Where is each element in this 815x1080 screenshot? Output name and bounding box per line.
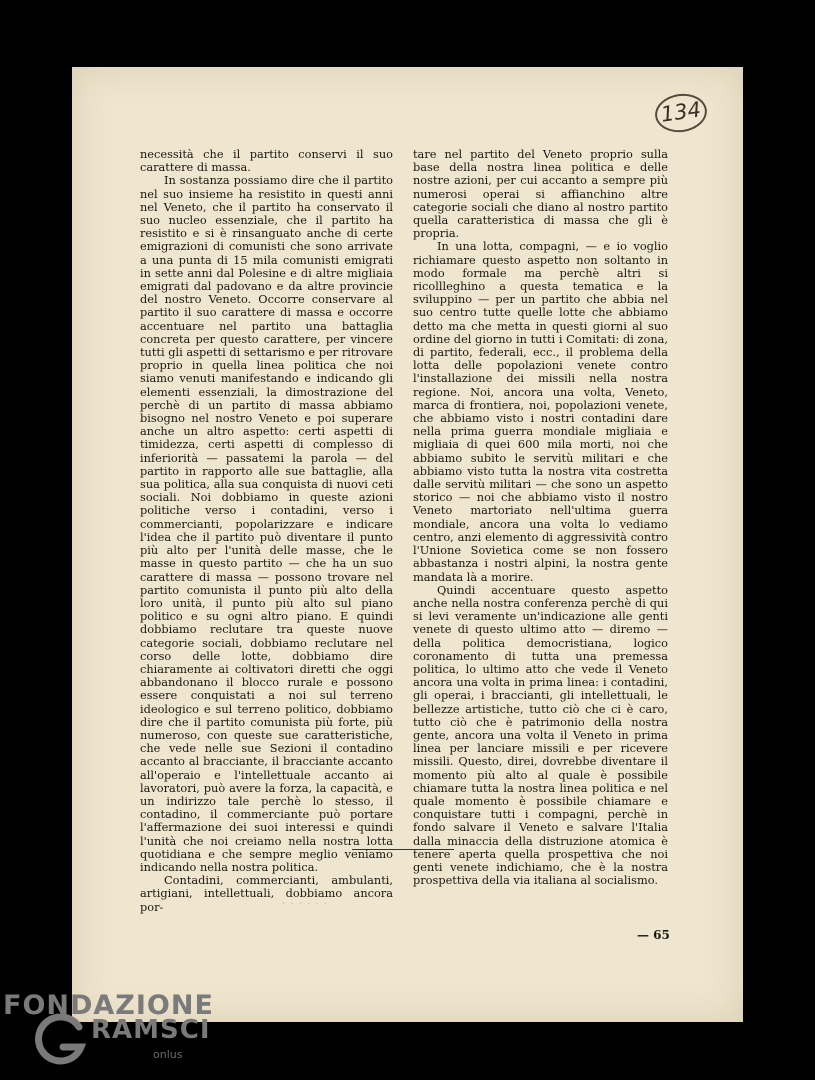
left-paragraph-3: Contadini, commercianti, ambulanti, artigiani, intellettuali, dobbiamo ancora por-	[140, 873, 393, 914]
document-page	[72, 67, 743, 1022]
left-paragraph-1: necessità che il partito conservi il suo carattere di massa.	[140, 147, 393, 175]
fondazione-gramsci-watermark	[3, 990, 214, 1075]
watermark-line-1: FONDAZIONE	[3, 990, 214, 1021]
page-number: — 65	[637, 928, 670, 942]
section-divider	[352, 849, 454, 850]
gramsci-g-logo-icon	[33, 1013, 89, 1069]
right-paragraph-1: tare nel partito del Veneto proprio sulla base della nostra linea politica e delle nostre azioni, per cui accanto a sempre più numerosi operai si affianchino altre categorie sociali che diano al nostro partito quella caratteristica di massa che gli è propria.	[413, 147, 668, 241]
left-text-column	[140, 148, 393, 914]
bleed-through-marks: · · · · · ·	[282, 899, 328, 910]
right-text-column	[413, 148, 668, 887]
archive-stamp-number: 134	[653, 91, 710, 136]
watermark-line-3: onlus	[153, 1048, 183, 1061]
watermark-line-2: RAMSCI	[91, 1015, 211, 1045]
left-paragraph-2: In sostanza possiamo dire che il partito nel suo insieme ha resistito in questi anni nel Veneto, che il partito ha conservato il suo nucleo essenziale, che il partito ha resistito e si è rinsanguato anche di certe emigrazioni di comunisti che sono arrivate a una punta di 15 mila comunisti emigrati in sette anni dal Polesine e di altre migliaia emigrati dal padovano e da altre provincie del nostro Veneto. Occorre conservare al partito il suo carattere di massa e occorre accentuare nel partito una battaglia concreta per questo carattere, per vincere tutti gli aspetti di settarismo e per ritrovare proprio in quella linea politica che noi siamo venuti manifestando e indicando gli elementi essenziali, la dimostrazione del perchè di un partito di massa abbiamo bisogno nel nostro Veneto e poi superare anche un altro aspetto: certi aspetti di timidezza, certi aspetti di complesso di inferiorità — passatemi la parola — del partito in rapporto alle sue battaglie, alla sua politica, alla sua conquista di nuovi ceti sociali. Noi dobbiamo in queste azioni politiche verso i contadini, verso i commercianti, popolarizzare e indicare l'idea che il partito può diventare il punto più alto per l'unità delle masse, che le masse in questo partito — che ha un suo carattere di massa — possono trovare nel partito comunista il punto più alto della loro unità, il punto più alto sul piano politico e su ogni altro piano. E quindi dobbiamo reclutare tra queste nuove categorie sociali, dobbiamo reclutare nel corso delle lotte, dobbiamo dire chiaramente ai coltivatori diretti che oggi abbandonano il blocco rurale e possono essere conquistati a noi sul terreno ideologico e sul terreno politico, dobbiamo dire che il partito comunista più forte, più numeroso, con queste sue caratteristiche, che vede nelle sue Sezioni il contadino accanto al bracciante, il bracciante accanto all'operaio e l'intellettuale accanto ai lavoratori, può avere la forza, la capacità, e un indirizzo tale perchè lo stesso, il contadino, il commerciante può portare l'affermazione dei suoi interessi e quindi l'unità che noi creiamo nella nostra lotta quotidiana e che sempre meglio veniamo indicando nella nostra politica.	[140, 173, 393, 874]
right-paragraph-2: In una lotta, compagni, — e io voglio richiamare questo aspetto non soltanto in modo formale ma perchè altri si ricollleghino a questa tematica e la sviluppino — per un partito che abbia nel suo centro tutte quelle lotte che abbiamo detto ma che metta in questi giorni al suo ordine del giorno in tutti i Comitati: di zona, di partito, federali, ecc., il problema della lotta delle popolazioni venete contro l'installazione dei missili nella nostra regione. Noi, ancora una volta, Veneto, marca di frontiera, noi, popolazioni venete, che abbiamo visto i nostri contadini dare nella prima guerra mondiale migliaia e migliaia di quei 600 mila morti, noi che abbiamo subito le servitù militari e che abbiamo visto tutta la nostra vita costretta dalle servitù militari — che sono un aspetto storico — noi che abbiamo visto il nostro Veneto martoriato nell'ultima guerra mondiale, ancora una volta lo vediamo centro, anzi elemento di aggressività contro l'Unione Sovietica come se non fossero abbastanza i nostri alpini, la nostra gente mandata là a morire.	[413, 239, 668, 584]
right-paragraph-3: Quindi accentuare questo aspetto anche nella nostra conferenza perchè di qui si levi veramente un'indicazione alle genti venete di questo ultimo atto — diremo — della politica democristiana, logico coronamento di tutta una premessa politica, lo ultimo atto che vede il Veneto ancora una volta in prima linea: i contadini, gli operai, i braccianti, gli intellettuali, le bellezze artistiche, tutto ciò che ci è caro, tutto ciò che è patrimonio della nostra gente, ancora una volta il Veneto in prima linea per lanciare missili e per ricevere missili. Questo, direi, dovrebbe diventare il momento più alto al quale è possibile chiamare tutta la nostra linea politica e nel quale momento è possibile chiamare e conquistare tutti i compagni, perchè in fondo salvare il Veneto e salvare l'Italia dalla minaccia della distruzione atomica è tenere aperta quella prospettiva che noi genti venete indichiamo, che è la nostra prospettiva della via italiana al socialismo.	[413, 582, 668, 888]
